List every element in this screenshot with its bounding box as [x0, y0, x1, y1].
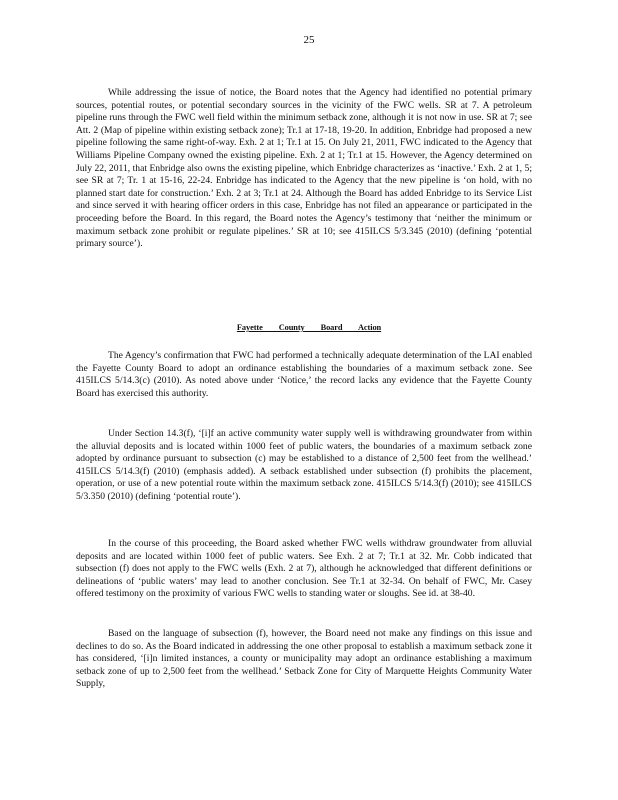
- paragraph-confirmation: [76, 350, 532, 400]
- paragraph-language-text: Based on the language of subsection (f), however, the Board need not make any findings on this issue and declines to do so. As the Board indicated in addressing the one other proposal to establish a maximum setback zone it has considered, ‘[i]n limited instances, a county or municipality may adopt an ordinance establishing a maximum setback zone of up to 2,500 feet from the wellhead.’ Setback Zone for City of Marquette Heights Community Water Supply,: [76, 628, 532, 690]
- section-heading: Fayette County Board Action: [236, 323, 382, 332]
- paragraph-notice: [76, 87, 532, 251]
- paragraph-confirmation-text: The Agency’s confirmation that FWC had performed a technically adequate determination of the LAI enabled the Fayette County Board to adopt an ordinance establishing the boundaries of a maximum setback zone. See 415ILCS 5/14.3(c) (2010). As noted above under ‘Notice,’ the record lacks any evidence that the Fayette County Board has exercised this authority.: [76, 350, 532, 399]
- paragraph-section-14-3: [76, 428, 532, 504]
- paragraph-course: [76, 538, 532, 601]
- paragraph-section-14-3-text: Under Section 14.3(f), ‘[i]f an active community water supply well is withdrawing groundwater from within the alluvial deposits and is located within 1000 feet of public waters, the boundaries of a maximum setback zone adopted by ordinance pursuant to subsection (c) may be established to a distance of 2,500 feet from the wellhead.’ 415ILCS 5/14.3(f) (2010) (emphasis added). A setback established under subsection (f) prohibits the placement, operation, or use of a new potential route within the maximum setback zone. 415ILCS 5/14.3(f) (2010); see 415ILCS 5/3.350 (2010) (defining ‘potential route’).: [76, 428, 532, 502]
- paragraph-course-text: In the course of this proceeding, the Board asked whether FWC wells withdraw groundwater from alluvial deposits and are located within 1000 feet of public waters. See Exh. 2 at 7; Tr.1 at 32. Mr. Cobb indicated that subsection (f) does not apply to the FWC wells (Exh. 2 at 7), although he acknowledged that different definitions or delineations of ‘public waters’ may lead to another conclusion. See Tr.1 at 32-34. On behalf of FWC, Mr. Casey offered testimony on the proximity of various FWC wells to standing water or sloughs. See id. at 38-40.: [76, 538, 532, 600]
- paragraph-notice-text: While addressing the issue of notice, the Board notes that the Agency had identified no potential primary sources, potential routes, or potential secondary sources in the vicinity of the FWC wells. SR at 7. A petroleum pipeline runs through the FWC well field within the minimum setback zone, although it is not now in use. SR at 7; see Att. 2 (Map of pipeline within existing setback zone); Tr.1 at 17-18, 19-20. In addition, Enbridge had proposed a new pipeline following the same right-of-way. Exh. 2 at 1; Tr.1 at 15. On July 21, 2011, FWC indicated to the Agency that Williams Pipeline Company owned the existing pipeline. Exh. 2 at 1; Tr.1 at 15. However, the Agency determined on July 22, 2011, that Enbridge also owns the existing pipeline, which Enbridge characterizes as ‘inactive.’ Exh. 2 at 1, 5; see SR at 7; Tr. 1 at 15-16, 22-24. Enbridge has indicated to the Agency that the new pipeline is ‘on hold, with no planned start date for construction.’ Exh. 2 at 3; Tr.1 at 24. Although the Board has added Enbridge to its Service List and since served it with hearing officer orders in this case, Enbridge has not filed an appearance or participated in the proceeding before the Board. In this regard, the Board notes the Agency’s testimony that ‘neither the minimum or maximum setback zone prohibit or regulate pipelines.’ SR at 10; see 415ILCS 5/3.345 (2010) (defining ‘potential primary source’).: [76, 87, 532, 250]
- page-number: 25: [303, 34, 315, 46]
- paragraph-language: [76, 628, 532, 691]
